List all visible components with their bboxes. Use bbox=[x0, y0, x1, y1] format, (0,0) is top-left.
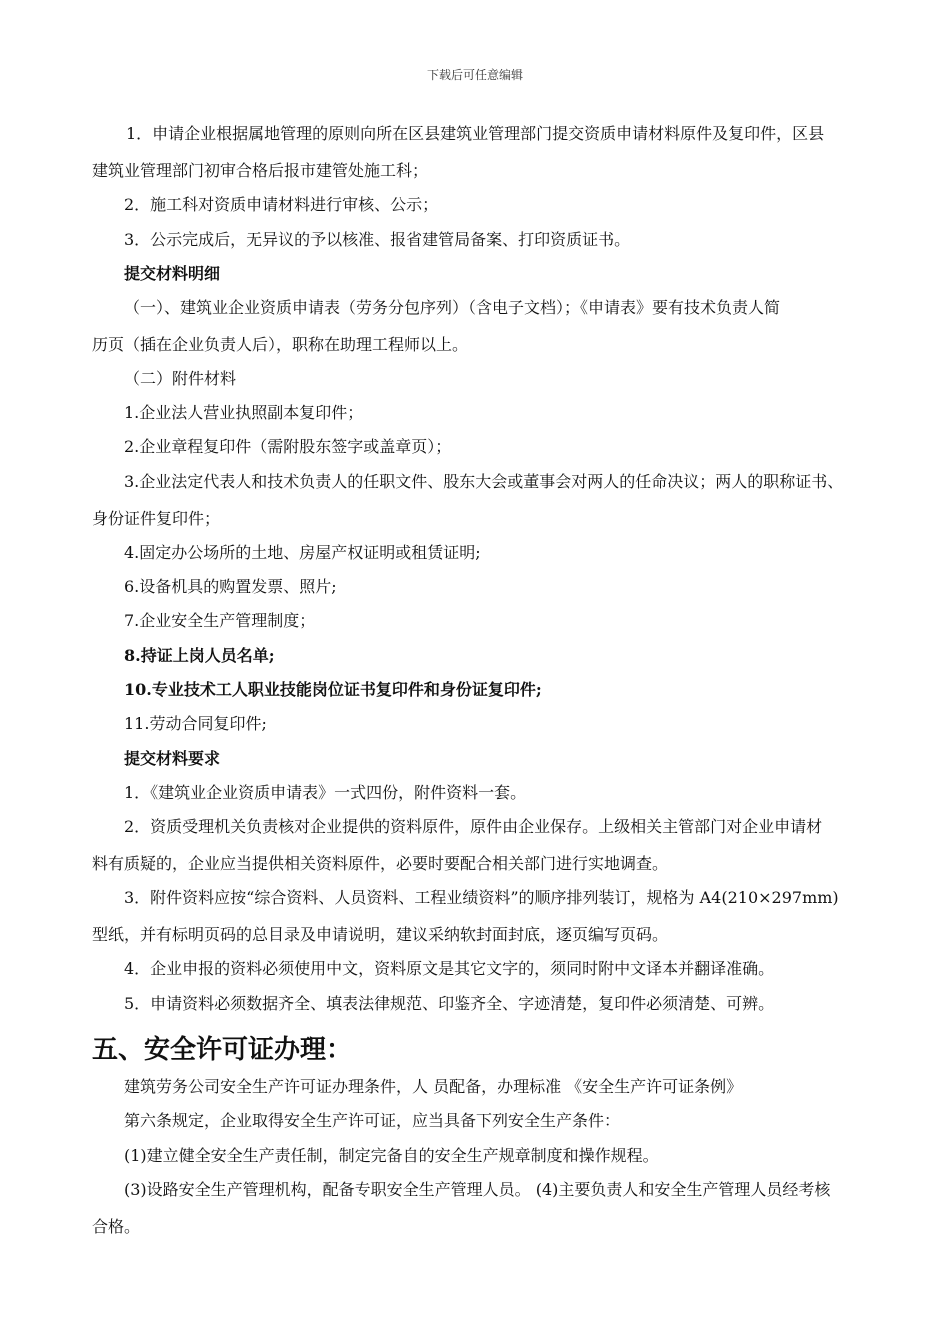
process-step-1-line-1: 1．申请企业根据属地管理的原则向所在区县建筑业管理部门提交资质申请材料原件及复印件，区县 bbox=[126, 124, 825, 143]
section-5-heading: 五、安全许可证办理： bbox=[92, 1035, 353, 1065]
attachment-3-line-2: 身份证件复印件； bbox=[92, 509, 221, 528]
requirements-title: 提交材料要求 bbox=[124, 749, 221, 768]
materials-item-1-line-2: 历页（插在企业负责人后），职称在助理工程师以上。 bbox=[92, 335, 469, 354]
requirement-4: 4．企业申报的资料必须使用中文，资料原文是其它文字的，须同时附中文译本并翻译准确。 bbox=[124, 959, 775, 978]
section-5-paragraph-1: 建筑劳务公司安全生产许可证办理条件，人 员配备，办理标准 《安全生产许可证条例》 bbox=[124, 1077, 743, 1096]
attachment-8: 8.持证上岗人员名单; bbox=[124, 646, 275, 665]
requirement-1: 1．《建筑业企业资质申请表》一式四份，附件资料一套。 bbox=[124, 783, 527, 802]
process-step-1-line-2: 建筑业管理部门初审合格后报市建管处施工科； bbox=[92, 161, 429, 180]
process-step-3: 3．公示完成后，无异议的予以核准、报省建管局备案、打印资质证书。 bbox=[124, 230, 631, 249]
attachment-4: 4.固定办公场所的土地、房屋产权证明或租赁证明; bbox=[124, 543, 481, 562]
attachment-10: 10.专业技术工人职业技能岗位证书复印件和身份证复印件; bbox=[124, 680, 542, 699]
requirement-3-line-1: 3．附件资料应按“综合资料、人员资料、工程业绩资料”的顺序排列装订，规格为 A4(210×297mm) bbox=[124, 888, 839, 907]
requirement-3-line-2: 型纸，并有标明页码的总目录及申请说明，建议采纳软封面封底，逐页编写页码。 bbox=[92, 925, 669, 944]
attachment-2: 2.企业章程复印件（需附股东签字或盖章页）； bbox=[124, 437, 452, 456]
materials-title: 提交材料明细 bbox=[124, 264, 221, 283]
section-5-paragraph-4-line-1: (3)设路安全生产管理机构，配备专职安全生产管理人员。 (4)主要负责人和安全生产管理人员经考核 bbox=[124, 1180, 831, 1199]
attachment-7: 7.企业安全生产管理制度； bbox=[124, 611, 316, 630]
materials-item-1-line-1: （一）、建筑业企业资质申请表（劳务分包序列）（含电子文档）；《申请表》要有技术负责人简 bbox=[124, 298, 781, 317]
attachment-1: 1.企业法人营业执照副本复印件； bbox=[124, 403, 364, 422]
materials-item-2: （二）附件材料 bbox=[124, 369, 237, 388]
requirement-5: 5．申请资料必须数据齐全、填表法律规范、印鉴齐全、字迹清楚，复印件必须清楚、可辨。 bbox=[124, 994, 775, 1013]
attachment-6: 6.设备机具的购置发票、照片; bbox=[124, 577, 337, 596]
section-5-paragraph-2: 第六条规定，企业取得安全生产许可证，应当具备下列安全生产条件： bbox=[124, 1111, 621, 1130]
requirement-2-line-1: 2．资质受理机关负责核对企业提供的资料原件，原件由企业保存。上级相关主管部门对企业申请材 bbox=[124, 817, 823, 836]
requirement-2-line-2: 料有质疑的，企业应当提供相关资料原件，必要时要配合相关部门进行实地调查。 bbox=[92, 854, 669, 873]
attachment-11: 11.劳动合同复印件; bbox=[124, 714, 267, 733]
process-step-2: 2．施工科对资质申请材料进行审核、公示； bbox=[124, 195, 439, 214]
attachment-3-line-1: 3.企业法定代表人和技术负责人的任职文件、股东大会或董事会对两人的任命决议；两人的职称证书、 bbox=[124, 472, 844, 491]
section-5-paragraph-3: (1)建立健全安全生产责任制，制定完备自的安全生产规章制度和操作规程。 bbox=[124, 1146, 659, 1165]
page-header: 下载后可任意编辑 bbox=[426, 68, 523, 82]
section-5-paragraph-4-line-2: 合格。 bbox=[92, 1217, 141, 1236]
